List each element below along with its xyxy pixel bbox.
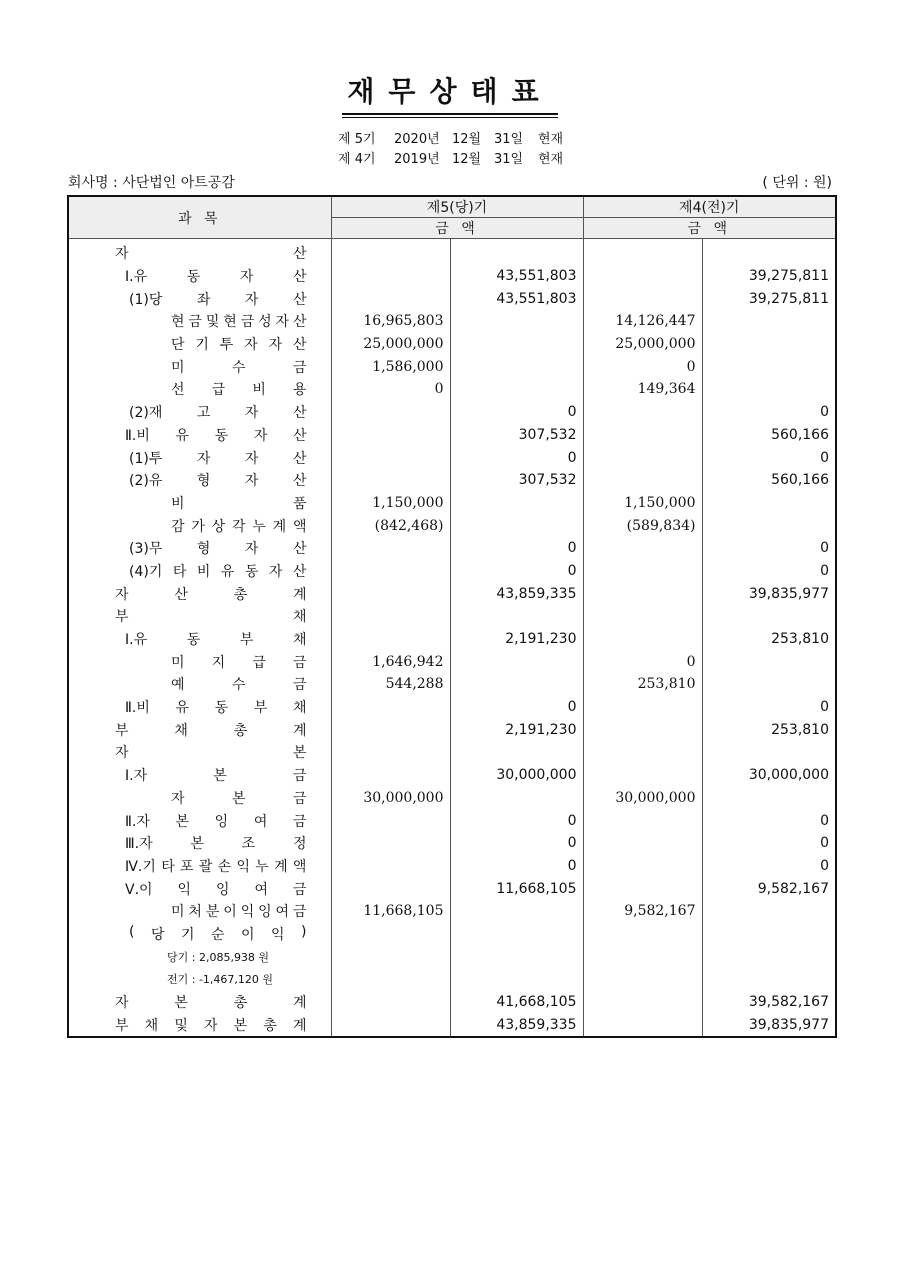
current-amount-header: 금 액 [331, 218, 583, 239]
row-label: Ⅲ.자 본 조 정 [68, 832, 331, 855]
previous-detail-amount [583, 855, 702, 878]
current-detail-amount [331, 582, 450, 605]
row-label: Ⅱ.자 본 잉 여 금 [68, 809, 331, 832]
current-total-amount [450, 492, 583, 515]
row-label: 부 채 총 계 [68, 718, 331, 741]
previous-detail-amount [583, 1013, 702, 1037]
current-detail-amount [331, 696, 450, 719]
previous-detail-amount: 253,810 [583, 673, 702, 696]
previous-detail-amount [583, 537, 702, 560]
current-detail-amount: 25,000,000 [331, 333, 450, 356]
current-total-amount: 0 [450, 560, 583, 583]
previous-total-amount [702, 605, 836, 628]
previous-total-amount [702, 673, 836, 696]
table-row [68, 945, 836, 968]
current-total-amount: 43,551,803 [450, 265, 583, 288]
table-row [68, 514, 836, 537]
table-row [68, 310, 836, 333]
table-row [68, 446, 836, 469]
previous-total-amount: 39,275,811 [702, 265, 836, 288]
previous-detail-amount [583, 718, 702, 741]
current-total-amount [450, 514, 583, 537]
table-row [68, 764, 836, 787]
current-detail-amount [331, 1013, 450, 1037]
previous-detail-amount [583, 968, 702, 991]
current-total-amount [450, 900, 583, 923]
current-total-amount: 0 [450, 537, 583, 560]
previous-detail-amount [583, 265, 702, 288]
current-total-amount: 43,551,803 [450, 287, 583, 310]
table-row [68, 718, 836, 741]
table-row [68, 401, 836, 424]
title-underline [342, 113, 558, 115]
row-label: Ⅰ.자 본 금 [68, 764, 331, 787]
row-label: ( 당 기 순 이 익 ) [68, 923, 331, 946]
previous-total-amount: 560,166 [702, 424, 836, 447]
table-row [68, 287, 836, 310]
current-detail-amount [331, 401, 450, 424]
previous-total-amount: 0 [702, 560, 836, 583]
previous-detail-amount: 25,000,000 [583, 333, 702, 356]
current-detail-amount: 11,668,105 [331, 900, 450, 923]
previous-total-amount: 0 [702, 696, 836, 719]
current-detail-amount [331, 991, 450, 1014]
table-row [68, 900, 836, 923]
table-row [68, 923, 836, 946]
row-label: 당기 : 2,085,938 원 [68, 945, 331, 968]
table-row [68, 1013, 836, 1037]
current-total-amount [450, 378, 583, 401]
table-row [68, 809, 836, 832]
table-row [68, 673, 836, 696]
current-total-amount: 30,000,000 [450, 764, 583, 787]
current-detail-amount: 0 [331, 378, 450, 401]
current-total-amount: 0 [450, 809, 583, 832]
current-detail-amount [331, 855, 450, 878]
previous-total-amount: 0 [702, 832, 836, 855]
row-label: 미 처 분 이 익 잉 여 금 [68, 900, 331, 923]
current-total-amount: 0 [450, 446, 583, 469]
table-row [68, 333, 836, 356]
current-detail-amount [331, 239, 450, 265]
row-label: 자 산 [68, 239, 331, 265]
current-detail-amount [331, 809, 450, 832]
current-total-amount: 307,532 [450, 469, 583, 492]
table-row [68, 628, 836, 651]
current-total-amount [450, 239, 583, 265]
current-detail-amount: 1,150,000 [331, 492, 450, 515]
current-detail-amount [331, 923, 450, 946]
previous-total-amount [702, 239, 836, 265]
row-label: 선 급 비 용 [68, 378, 331, 401]
table-row [68, 239, 836, 265]
row-label: 전기 : -1,467,120 원 [68, 968, 331, 991]
current-period-header: 제5(당)기 [331, 196, 583, 218]
previous-total-amount: 0 [702, 809, 836, 832]
table-row [68, 265, 836, 288]
row-label: (4)기 타 비 유 동 자 산 [68, 560, 331, 583]
current-detail-amount [331, 764, 450, 787]
previous-total-amount: 560,166 [702, 469, 836, 492]
current-total-amount: 41,668,105 [450, 991, 583, 1014]
previous-total-amount [702, 310, 836, 333]
previous-total-amount [702, 355, 836, 378]
previous-total-amount: 253,810 [702, 628, 836, 651]
previous-detail-amount [583, 446, 702, 469]
row-label: 자 본 총 계 [68, 991, 331, 1014]
previous-detail-amount [583, 628, 702, 651]
previous-detail-amount [583, 809, 702, 832]
previous-detail-amount [583, 741, 702, 764]
current-detail-amount [331, 265, 450, 288]
row-label: 자 본 금 [68, 787, 331, 810]
row-label: 자 본 [68, 741, 331, 764]
row-label: 부 채 [68, 605, 331, 628]
current-detail-amount [331, 832, 450, 855]
previous-total-amount: 30,000,000 [702, 764, 836, 787]
previous-detail-amount: 149,364 [583, 378, 702, 401]
document-title: 재무상태표 [347, 75, 553, 108]
current-detail-amount [331, 945, 450, 968]
unit-label: ( 단위 : 원) [762, 175, 832, 191]
table-row [68, 991, 836, 1014]
period-previous: 제 4기 2019년 12월 31일 현재 [338, 152, 564, 167]
previous-total-amount [702, 514, 836, 537]
balance-sheet-table [67, 195, 837, 1038]
current-detail-amount [331, 424, 450, 447]
current-total-amount: 0 [450, 696, 583, 719]
previous-total-amount [702, 923, 836, 946]
previous-total-amount [702, 900, 836, 923]
current-detail-amount: 16,965,803 [331, 310, 450, 333]
table-row [68, 378, 836, 401]
table-row [68, 877, 836, 900]
previous-detail-amount [583, 582, 702, 605]
table-row [68, 787, 836, 810]
previous-detail-amount: (589,834) [583, 514, 702, 537]
current-total-amount: 0 [450, 401, 583, 424]
subject-header: 과 목 [68, 196, 331, 239]
previous-total-amount [702, 741, 836, 764]
previous-detail-amount [583, 605, 702, 628]
previous-detail-amount [583, 469, 702, 492]
previous-detail-amount [583, 945, 702, 968]
current-detail-amount [331, 287, 450, 310]
current-detail-amount [331, 968, 450, 991]
row-label: 미 수 금 [68, 355, 331, 378]
row-label: 미 지 급 금 [68, 650, 331, 673]
current-total-amount: 307,532 [450, 424, 583, 447]
current-detail-amount [331, 469, 450, 492]
current-detail-amount: 1,586,000 [331, 355, 450, 378]
current-detail-amount [331, 628, 450, 651]
current-detail-amount [331, 741, 450, 764]
previous-detail-amount [583, 832, 702, 855]
row-label: 현 금 및 현 금 성 자 산 [68, 310, 331, 333]
table-row [68, 832, 836, 855]
table-row [68, 855, 836, 878]
current-total-amount [450, 310, 583, 333]
previous-detail-amount [583, 991, 702, 1014]
row-label: (2)재 고 자 산 [68, 401, 331, 424]
row-label: Ⅴ.이 익 잉 여 금 [68, 877, 331, 900]
previous-total-amount [702, 650, 836, 673]
current-detail-amount [331, 605, 450, 628]
previous-detail-amount: 0 [583, 355, 702, 378]
current-total-amount [450, 787, 583, 810]
table-row [68, 355, 836, 378]
table-row [68, 492, 836, 515]
row-label: Ⅳ.기 타 포 괄 손 익 누 계 액 [68, 855, 331, 878]
current-total-amount [450, 333, 583, 356]
current-detail-amount: 544,288 [331, 673, 450, 696]
table-row [68, 605, 836, 628]
current-detail-amount [331, 718, 450, 741]
previous-total-amount [702, 378, 836, 401]
current-total-amount [450, 945, 583, 968]
current-total-amount [450, 355, 583, 378]
current-total-amount [450, 923, 583, 946]
row-label: Ⅰ.유 동 부 채 [68, 628, 331, 651]
company-name: 회사명 : 사단법인 아트공감 [68, 175, 235, 191]
row-label: 예 수 금 [68, 673, 331, 696]
previous-total-amount: 0 [702, 855, 836, 878]
row-label: (1)당 좌 자 산 [68, 287, 331, 310]
row-label: 비 품 [68, 492, 331, 515]
current-total-amount: 0 [450, 832, 583, 855]
row-label: Ⅱ.비 유 동 자 산 [68, 424, 331, 447]
previous-total-amount [702, 968, 836, 991]
current-total-amount: 2,191,230 [450, 718, 583, 741]
previous-detail-amount [583, 287, 702, 310]
previous-period-header: 제4(전)기 [583, 196, 836, 218]
previous-total-amount: 9,582,167 [702, 877, 836, 900]
current-total-amount: 43,859,335 [450, 1013, 583, 1037]
current-detail-amount: (842,468) [331, 514, 450, 537]
previous-detail-amount: 1,150,000 [583, 492, 702, 515]
period-current: 제 5기 2020년 12월 31일 현재 [338, 132, 564, 147]
table-row [68, 696, 836, 719]
table-row [68, 560, 836, 583]
table-row [68, 741, 836, 764]
table-row [68, 650, 836, 673]
row-label: (1)투 자 자 산 [68, 446, 331, 469]
current-total-amount [450, 673, 583, 696]
previous-detail-amount [583, 424, 702, 447]
title-underline-thin [342, 117, 558, 118]
current-total-amount [450, 741, 583, 764]
current-total-amount: 11,668,105 [450, 877, 583, 900]
previous-total-amount [702, 787, 836, 810]
current-detail-amount [331, 560, 450, 583]
row-label: (3)무 형 자 산 [68, 537, 331, 560]
previous-total-amount [702, 333, 836, 356]
previous-detail-amount [583, 239, 702, 265]
table-row [68, 968, 836, 991]
previous-detail-amount: 14,126,447 [583, 310, 702, 333]
previous-detail-amount [583, 696, 702, 719]
current-total-amount [450, 968, 583, 991]
current-detail-amount [331, 537, 450, 560]
previous-detail-amount [583, 923, 702, 946]
table-row [68, 469, 836, 492]
previous-detail-amount: 9,582,167 [583, 900, 702, 923]
table-row [68, 537, 836, 560]
row-label: 감 가 상 각 누 계 액 [68, 514, 331, 537]
row-label: 부 채 및 자 본 총 계 [68, 1013, 331, 1037]
previous-total-amount: 39,275,811 [702, 287, 836, 310]
previous-total-amount: 39,835,977 [702, 582, 836, 605]
row-label: 단 기 투 자 자 산 [68, 333, 331, 356]
current-total-amount [450, 605, 583, 628]
table-row [68, 582, 836, 605]
table-row [68, 424, 836, 447]
current-detail-amount: 30,000,000 [331, 787, 450, 810]
previous-detail-amount [583, 877, 702, 900]
previous-total-amount: 0 [702, 446, 836, 469]
current-total-amount [450, 650, 583, 673]
current-detail-amount [331, 877, 450, 900]
previous-detail-amount [583, 401, 702, 424]
previous-total-amount: 253,810 [702, 718, 836, 741]
current-detail-amount: 1,646,942 [331, 650, 450, 673]
previous-total-amount [702, 945, 836, 968]
row-label: Ⅰ.유 동 자 산 [68, 265, 331, 288]
table-body [68, 239, 836, 1038]
current-total-amount: 43,859,335 [450, 582, 583, 605]
current-total-amount: 2,191,230 [450, 628, 583, 651]
previous-total-amount: 39,835,977 [702, 1013, 836, 1037]
previous-detail-amount [583, 560, 702, 583]
current-detail-amount [331, 446, 450, 469]
previous-total-amount: 39,582,167 [702, 991, 836, 1014]
previous-total-amount: 0 [702, 401, 836, 424]
previous-amount-header: 금 액 [583, 218, 836, 239]
row-label: (2)유 형 자 산 [68, 469, 331, 492]
row-label: Ⅱ.비 유 동 부 채 [68, 696, 331, 719]
row-label: 자 산 총 계 [68, 582, 331, 605]
previous-detail-amount: 0 [583, 650, 702, 673]
previous-detail-amount: 30,000,000 [583, 787, 702, 810]
previous-total-amount: 0 [702, 537, 836, 560]
previous-total-amount [702, 492, 836, 515]
previous-detail-amount [583, 764, 702, 787]
current-total-amount: 0 [450, 855, 583, 878]
